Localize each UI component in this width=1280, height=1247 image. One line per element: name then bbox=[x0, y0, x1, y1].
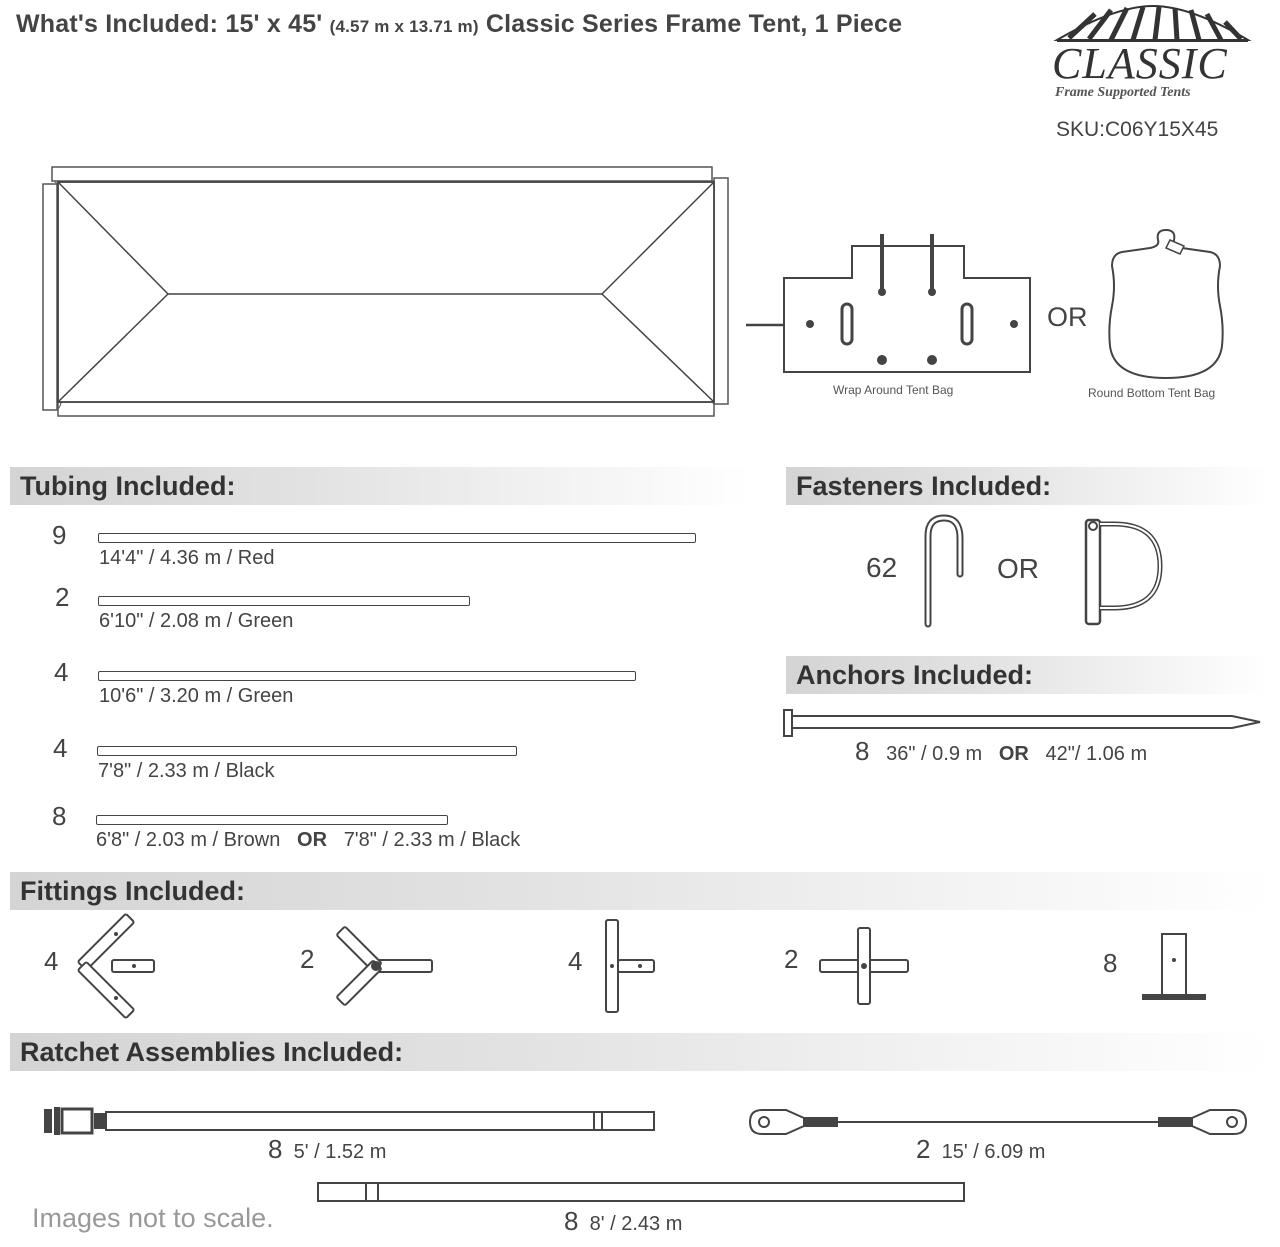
cable-caption bbox=[916, 1134, 1045, 1165]
tube-label-a: 6'8" / 2.03 m / Brown bbox=[96, 829, 281, 851]
scale-note: Images not to scale. bbox=[32, 1203, 274, 1233]
anchor-size-b: 42"/ 1.06 m bbox=[1045, 743, 1148, 765]
tube-label bbox=[96, 829, 520, 852]
tube-qty: 2 bbox=[55, 582, 70, 612]
t-fitting-icon bbox=[600, 918, 660, 1014]
anchors-heading: Anchors Included: bbox=[786, 656, 1270, 694]
title-metric: (4.57 m x 13.71 m) bbox=[329, 17, 479, 36]
anchor-qty: 8 bbox=[855, 736, 870, 766]
ratchets-heading: Ratchet Assemblies Included: bbox=[10, 1033, 1270, 1071]
strap-caption bbox=[564, 1206, 682, 1237]
tube-label: 10'6" / 3.20 m / Green bbox=[99, 685, 294, 707]
tube-label-b: 7'8" / 2.33 m / Black bbox=[343, 829, 521, 851]
lynch-pin-icon bbox=[1080, 516, 1170, 626]
tube-label: 14'4" / 4.36 m / Red bbox=[99, 547, 275, 569]
tube-qty: 8 bbox=[52, 801, 67, 831]
cable-length: 15' / 6.09 m bbox=[941, 1141, 1046, 1163]
sku-label: SKU:C06Y15X45 bbox=[1056, 118, 1219, 141]
fitting-qty: 2 bbox=[300, 944, 315, 974]
tube-bar bbox=[96, 815, 448, 825]
page-title bbox=[16, 10, 902, 39]
strap-extension-icon bbox=[316, 1180, 968, 1204]
fittings-heading: Fittings Included: bbox=[10, 872, 1270, 910]
anchor-stake-icon bbox=[782, 708, 1264, 738]
foot-plate-icon bbox=[1140, 930, 1208, 1004]
tube-bar bbox=[98, 596, 470, 606]
title-rest: Classic Series Frame Tent, 1 Piece bbox=[485, 10, 903, 38]
anchor-or-label: OR bbox=[998, 743, 1029, 765]
logo-tagline: Frame Supported Tents bbox=[1055, 85, 1191, 100]
tube-label: 6'10" / 2.08 m / Green bbox=[99, 610, 294, 632]
wrap-bag-caption: Wrap Around Tent Bag bbox=[833, 383, 954, 397]
stake-hook-icon bbox=[920, 514, 970, 626]
tube-bar bbox=[98, 671, 636, 681]
bag-or-label: OR bbox=[1047, 302, 1088, 332]
round-bottom-bag-icon bbox=[1108, 226, 1224, 382]
fasteners-heading: Fasteners Included: bbox=[786, 467, 1270, 505]
y-fitting-icon bbox=[326, 920, 436, 1012]
round-bag-caption: Round Bottom Tent Bag bbox=[1088, 386, 1216, 400]
tube-or-label: OR bbox=[297, 829, 328, 851]
cable-qty: 2 bbox=[916, 1134, 931, 1164]
fitting-qty: 4 bbox=[44, 946, 59, 976]
tent-top-view-icon bbox=[40, 164, 732, 422]
fastener-or-label: OR bbox=[997, 553, 1039, 584]
cross-fitting-icon bbox=[818, 926, 910, 1006]
tube-bar bbox=[97, 746, 517, 756]
corner-fitting-icon bbox=[72, 914, 160, 1020]
ratchet-length: 5' / 1.52 m bbox=[293, 1141, 387, 1163]
tube-label: 7'8" / 2.33 m / Black bbox=[98, 760, 275, 782]
logo-wordmark: CLASSIC bbox=[1052, 39, 1228, 88]
anchor-caption bbox=[855, 736, 1147, 767]
tubing-heading: Tubing Included: bbox=[10, 467, 750, 505]
strap-qty: 8 bbox=[564, 1206, 579, 1236]
tube-bar bbox=[98, 533, 696, 543]
wrap-around-bag-icon bbox=[780, 228, 1036, 376]
anchor-size-a: 36" / 0.9 m bbox=[886, 743, 983, 765]
fitting-qty: 8 bbox=[1103, 948, 1118, 978]
tube-qty: 4 bbox=[54, 657, 69, 687]
fitting-qty: 2 bbox=[784, 944, 799, 974]
tube-qty: 9 bbox=[52, 520, 67, 550]
fitting-qty: 4 bbox=[568, 946, 583, 976]
strap-length: 8' / 2.43 m bbox=[589, 1213, 683, 1235]
ratchet-caption bbox=[268, 1134, 386, 1165]
tube-qty: 4 bbox=[53, 733, 68, 763]
title-main: What's Included: 15' x 45' bbox=[16, 10, 323, 38]
ratchet-qty: 8 bbox=[268, 1134, 283, 1164]
fastener-qty: 62 bbox=[866, 552, 898, 583]
